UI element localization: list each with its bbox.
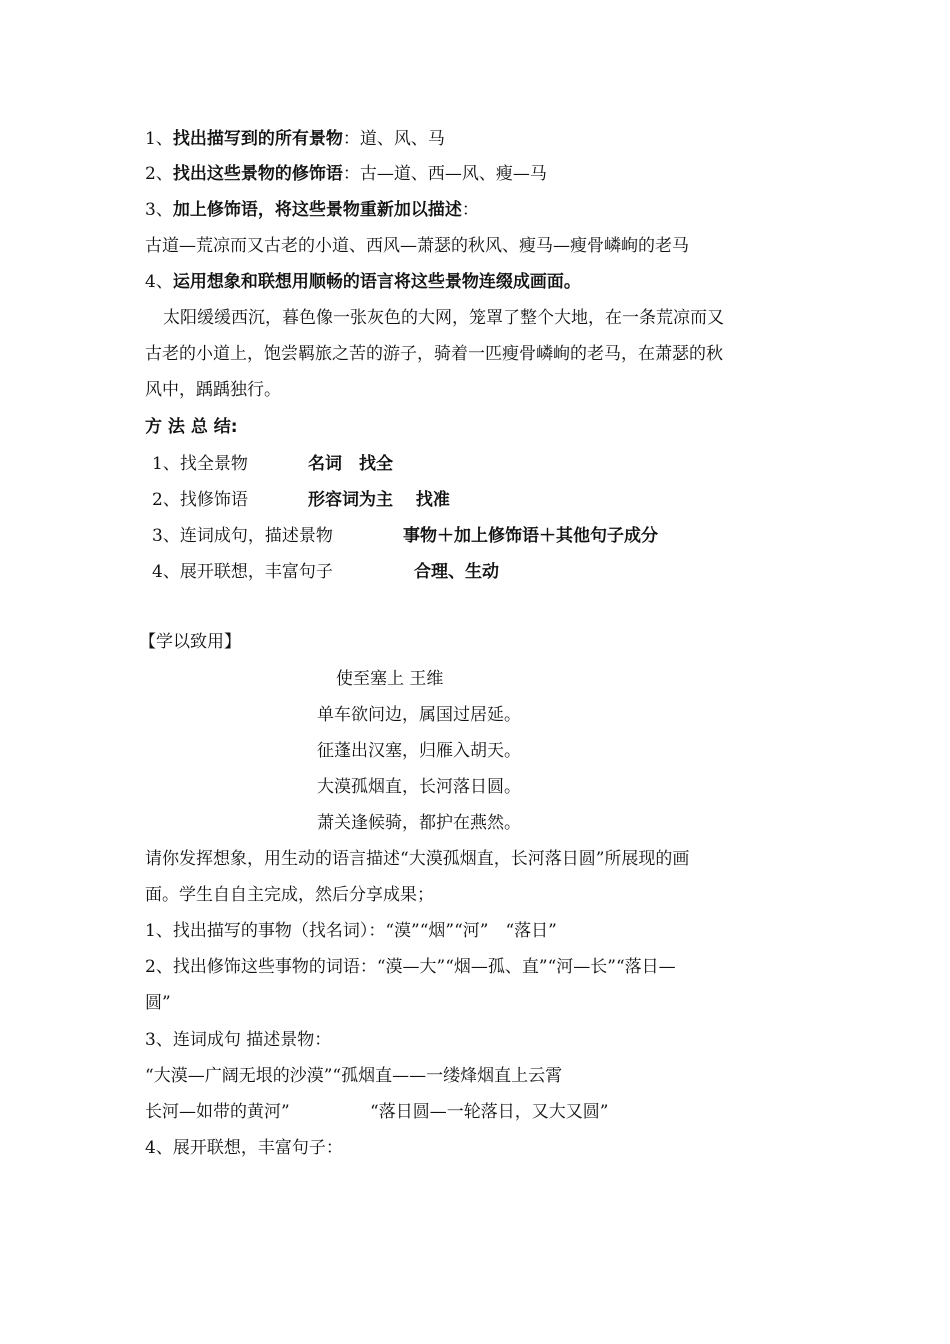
step-3 xyxy=(145,199,479,221)
task-line-7: “大漠—广阔无垠的沙漠”“孤烟直——一缕烽烟直上云霄 xyxy=(145,1066,563,1086)
step-text: 道、风、马 xyxy=(359,129,445,149)
paragraph-line-3: 风中，踽踽独行。 xyxy=(145,380,281,400)
paragraph-line-1: 太阳缓缓西沉，暮色像一张灰色的大网，笼罩了整个大地，在一条荒凉而又 xyxy=(163,308,724,328)
step-label: 运用想象和联想用顺畅的语言将这些景物连缀成画面。 xyxy=(172,272,581,292)
task-line-1: 请你发挥想象，用生动的语言描述“大漠孤烟直，长河落日圆”所展现的画 xyxy=(145,849,690,869)
paragraph-line-2: 古老的小道上，饱尝羁旅之苦的游子，骑着一匹瘦骨嶙峋的老马，在萧瑟的秋 xyxy=(145,344,723,364)
task-line-5: 圆” xyxy=(145,993,171,1013)
poem-line-1: 单车欲问边，属国过居延。 xyxy=(317,705,521,725)
step-1 xyxy=(145,128,445,150)
poem-line-3: 大漠孤烟直，长河落日圆。 xyxy=(317,777,521,797)
summary-item-2: 2、找修饰语 xyxy=(152,490,248,510)
summary-item-4: 4、展开联想，丰富句子 xyxy=(152,562,333,582)
step-sep: ： xyxy=(342,129,360,149)
poem-title: 使至塞上 王维 xyxy=(336,669,444,689)
summary-key-4: 合理、生动 xyxy=(414,562,499,582)
summary-key-2: 形容词为主 找准 xyxy=(308,490,450,510)
summary-key-1: 名词 找全 xyxy=(308,454,393,474)
poem-line-4: 萧关逢候骑，都护在燕然。 xyxy=(317,813,521,833)
step-text: 古道—荒凉而又古老的小道、西风—萧瑟的秋风、瘦马—瘦骨嶙峋的老马 xyxy=(145,236,689,256)
task-line-4: 2、找出修饰这些事物的词语：“漠—大”“烟—孤、直”“河—长”“落日— xyxy=(145,957,676,977)
task-line-9: 4、展开联想，丰富句子： xyxy=(145,1138,343,1158)
step-label: 加上修饰语，将这些景物重新加以描述 xyxy=(172,200,462,220)
task-line-2: 面。学生自自主完成，然后分享成果； xyxy=(145,885,434,905)
step-sep: ： xyxy=(461,200,479,220)
step-number: 1、 xyxy=(145,129,173,149)
step-label: 找出这些景物的修饰语 xyxy=(172,164,343,184)
section-title: 【学以致用】 xyxy=(139,632,241,652)
step-2 xyxy=(145,163,547,185)
summary-key-3: 事物＋加上修饰语＋其他句子成分 xyxy=(403,526,658,546)
poem-line-2: 征蓬出汉塞，归雁入胡天。 xyxy=(317,741,521,761)
summary-title: 方 法 总 结: xyxy=(145,417,238,437)
summary-item-3: 3、连词成句，描述景物 xyxy=(152,526,333,546)
step-text: 古—道、西—风、瘦—马 xyxy=(359,164,547,184)
summary-item-1: 1、找全景物 xyxy=(152,454,248,474)
task-line-8-right: “落日圆—一轮落日，又大又圆” xyxy=(370,1102,609,1122)
task-line-3: 1、找出描写的事物（找名词）：“漠”“烟”“河” “落日” xyxy=(145,921,557,941)
step-number: 2、 xyxy=(145,164,173,184)
step-4 xyxy=(145,271,581,293)
step-number: 4、 xyxy=(145,272,173,292)
step-sep: ： xyxy=(342,164,360,184)
task-line-8-left: 长河—如带的黄河” xyxy=(145,1102,290,1122)
step-number: 3、 xyxy=(145,200,173,220)
task-line-6: 3、连词成句 描述景物： xyxy=(145,1030,332,1050)
step-3-detail xyxy=(145,235,689,257)
step-label: 找出描写到的所有景物 xyxy=(172,129,343,149)
